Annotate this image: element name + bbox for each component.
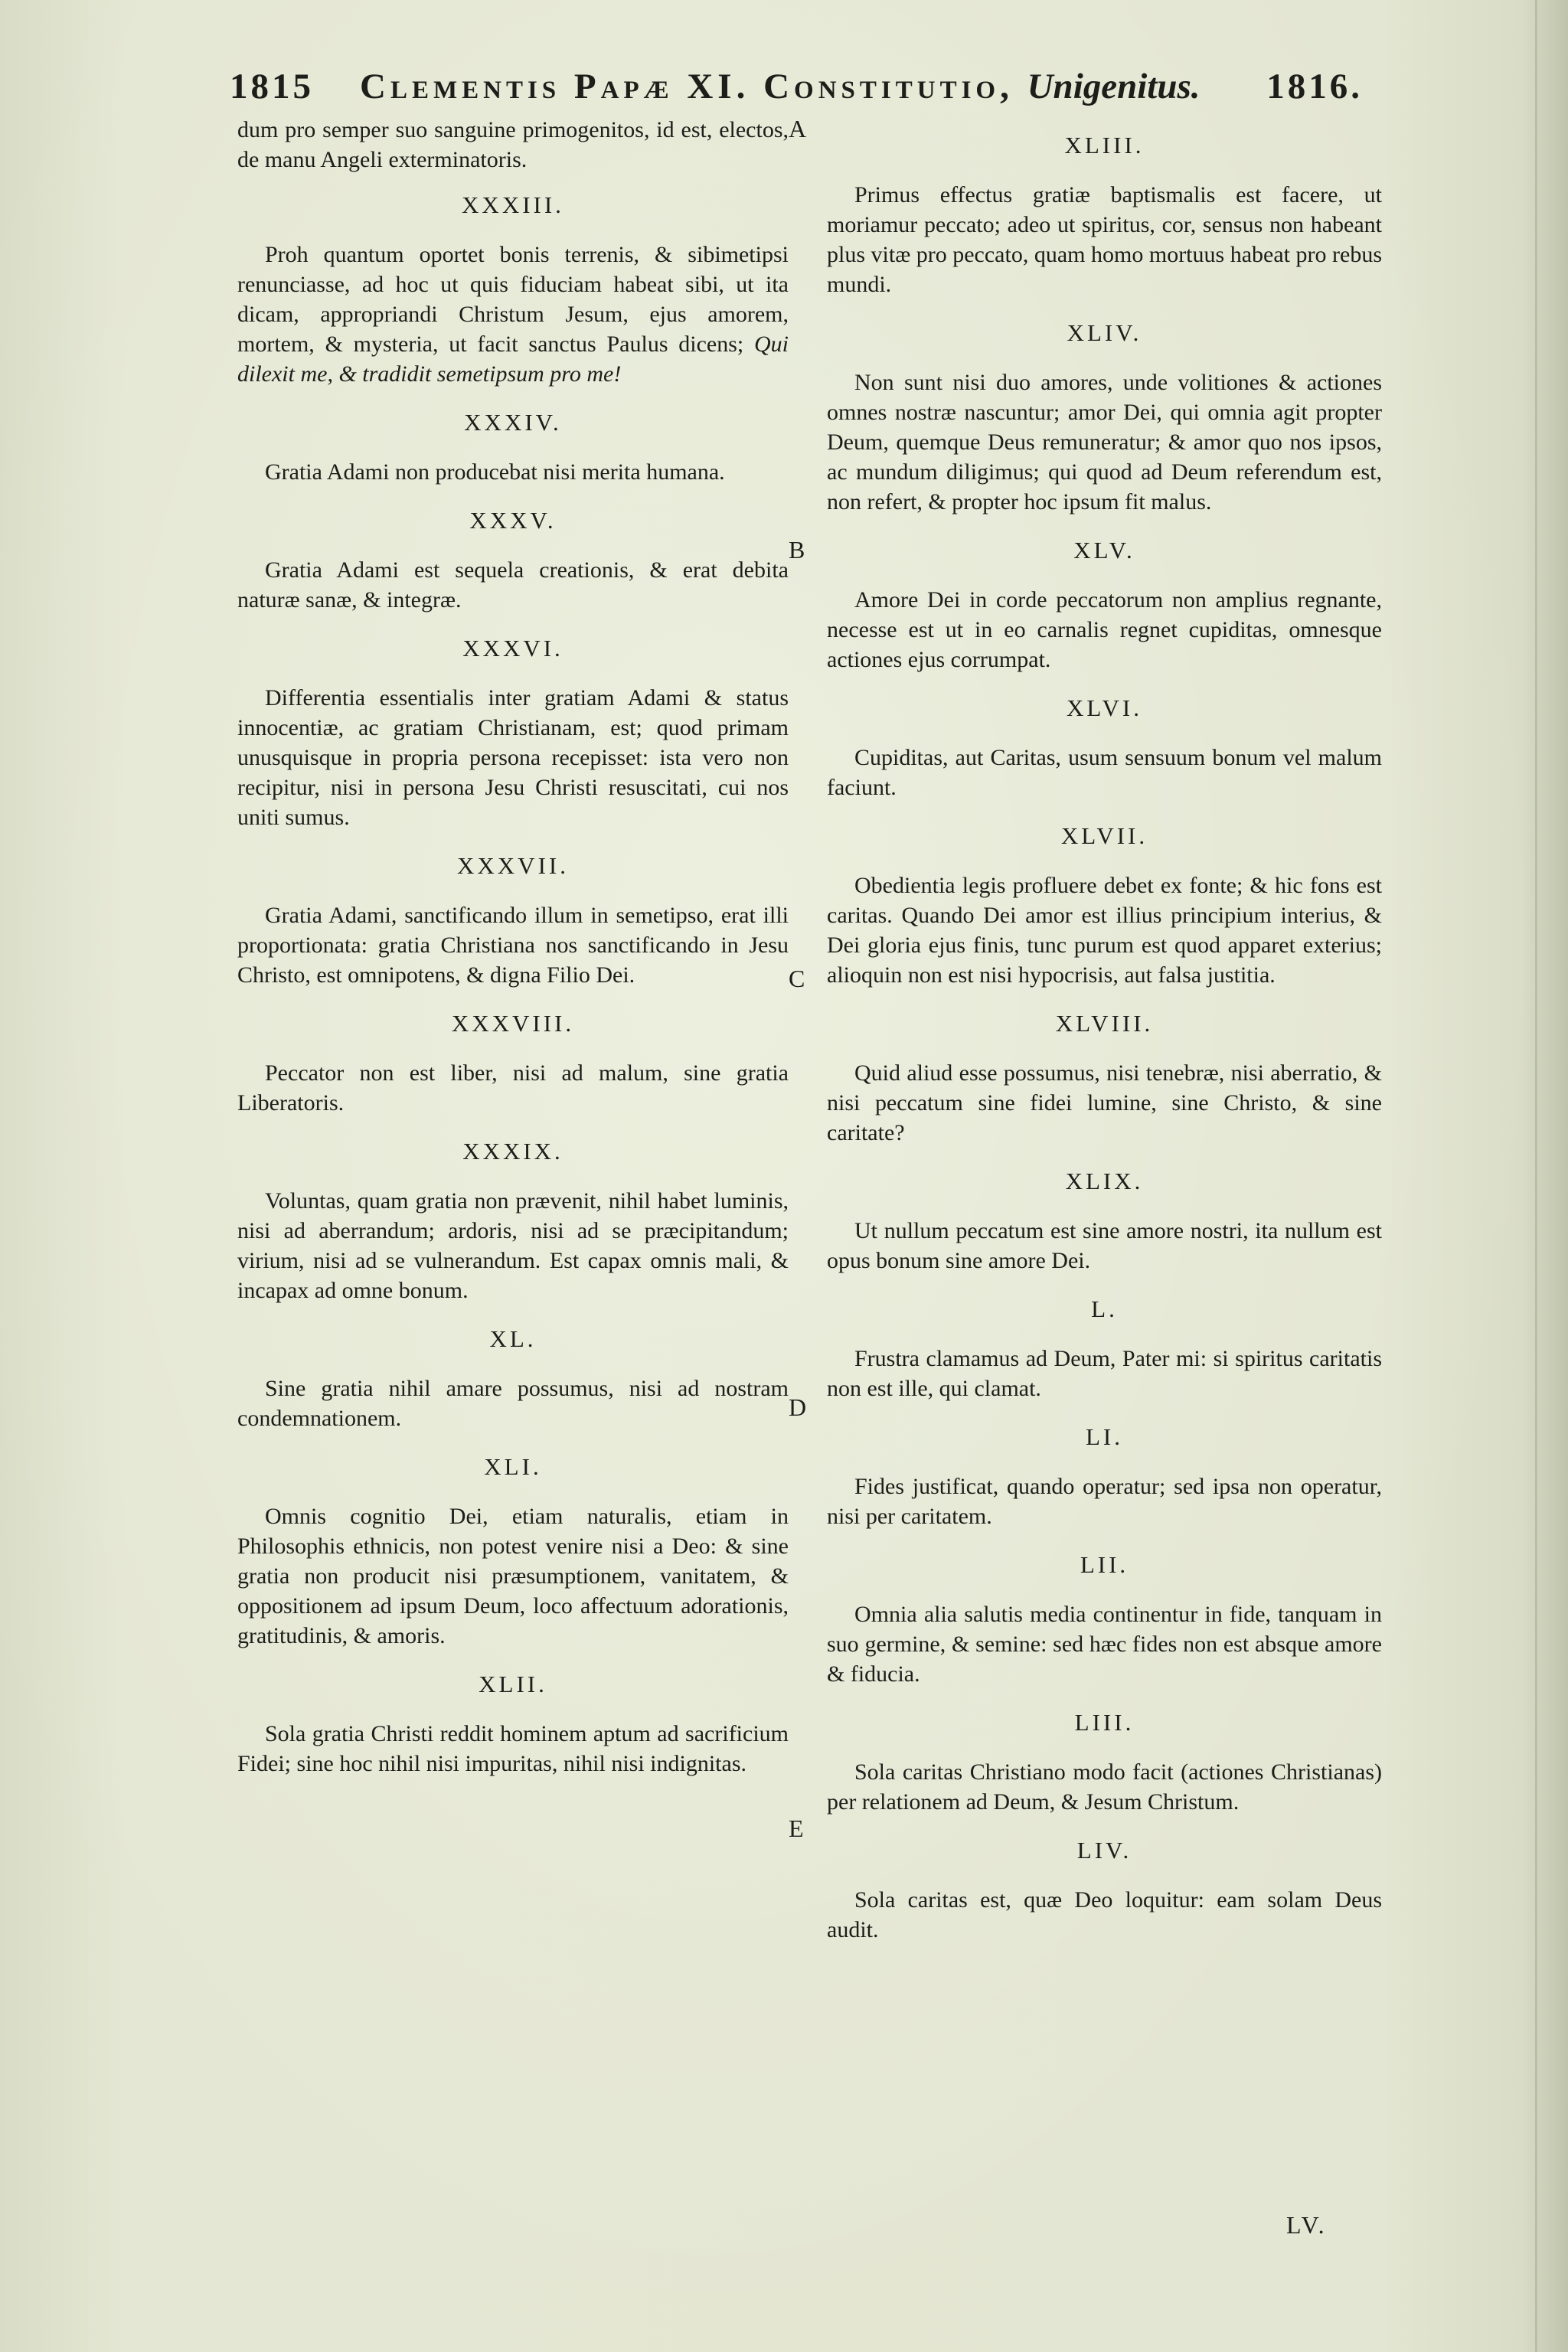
article-text: Sine gratia nihil amare possumus, nisi ad nostram condemnationem. [237, 1376, 789, 1431]
margin-letter-a: A [789, 115, 807, 142]
article-xlvi [827, 693, 1382, 802]
article-text: Amore Dei in corde peccatorum non amplius regnante, necesse est ut in eo carnalis regnet cupiditas, omnesque actiones ejus corrumpat. [827, 587, 1382, 672]
article-xlvii [827, 821, 1382, 990]
article-heading: LI. [1085, 1423, 1123, 1450]
right-column [827, 115, 1382, 1963]
article-text: Peccator non est liber, nisi ad malum, sine gratia Liberatoris. [237, 1060, 789, 1116]
article-text: Primus effectus gratiæ baptismalis est facere, ut moriamur peccato; adeo ut spiritus, cor, sensus non habeant plus vitæ pro peccato, quam homo mortuus habeat pro rebus mundi. [827, 182, 1382, 297]
article-text: Ut nullum peccatum est sine amore nostri, ita nullum est opus bonum sine amore Dei. [827, 1218, 1382, 1273]
left-column-number: 1815 [230, 67, 314, 106]
article-heading: XLVII. [1060, 822, 1148, 849]
running-head [230, 66, 1363, 112]
article-text-italic: Qui dilexit me, & tradidit semetipsum pro me! [237, 332, 789, 387]
article-xlix [827, 1166, 1382, 1276]
article-heading: XLV. [1073, 537, 1135, 564]
article-text: Frustra clamamus ad Deum, Pater mi: si spiritus caritatis non est ille, qui clamat. [827, 1346, 1382, 1401]
article-text: Differentia essentialis inter gratiam Adami & status innocentiæ, ac gratiam Christianam, est; quod primam unusquisque in propria persona recepisset: ista vero non recipitur, nisi in persona Jesu Christi resuscitati, cui nos uniti sumus. [237, 685, 789, 830]
article-lv-heading: LV. [1286, 2211, 1327, 2239]
article-heading: XLIV. [1067, 319, 1142, 346]
article-xliv [827, 318, 1382, 517]
article-xliii [827, 130, 1382, 299]
running-title [360, 66, 1200, 107]
right-column-number: 1816. [1266, 67, 1363, 106]
article-text: Quid aliud esse possumus, nisi tenebræ, nisi aberratio, & nisi peccatum sine fidei lumine, sine Christo, & sine caritate? [827, 1060, 1382, 1145]
left-column [237, 115, 789, 1797]
article-heading: XL. [489, 1325, 537, 1352]
article-heading: XLIII. [1064, 132, 1145, 158]
article-heading: XXXVI. [462, 635, 564, 662]
article-xli [237, 1452, 789, 1651]
article-heading: LII. [1080, 1551, 1129, 1578]
article-li [827, 1422, 1382, 1531]
article-xlv [827, 535, 1382, 675]
article-text: Omnia alia salutis media continentur in fide, tanquam in suo germine, & semine: sed hæc fides non est absque amore & fiducia. [827, 1602, 1382, 1687]
article-text: Gratia Adami non producebat nisi merita humana. [265, 459, 725, 485]
margin-letter-d: D [789, 1393, 807, 1421]
article-l [827, 1294, 1382, 1403]
article-text: Obedientia legis profluere debet ex fonte; & hic fons est caritas. Quando Dei amor est illius principium interius, & Dei gloria ejus finis, tunc purum est quod apparet exterius; alioquin non est nisi hypocrisis, aut falsa justitia. [827, 873, 1382, 988]
article-heading: XXXVIII. [451, 1010, 575, 1037]
article-text: Sola gratia Christi reddit hominem aptum ad sacrificium Fidei; sine hoc nihil nisi impuritas, nihil nisi indignitas. [237, 1721, 789, 1776]
article-text: Fides justificat, quando operatur; sed ipsa non operatur, nisi per caritatem. [827, 1474, 1382, 1529]
article-heading: LIII. [1074, 1709, 1135, 1736]
article-heading: XXXIX. [462, 1138, 564, 1165]
margin-letter-e: E [789, 1815, 804, 1842]
opening-paragraph: dum pro semper suo sanguine primogenitos, id est, electos, de manu Angeli exterminatoris. [237, 117, 789, 172]
article-liv [827, 1835, 1382, 1945]
page-fold-line [1535, 0, 1537, 2352]
article-xl [237, 1324, 789, 1433]
article-xxxix [237, 1136, 789, 1305]
article-heading: XXXIII. [462, 191, 564, 218]
article-heading: XLIX. [1065, 1168, 1144, 1194]
article-text: Cupiditas, aut Caritas, usum sensuum bonum vel malum faciunt. [827, 745, 1382, 800]
article-xlii [237, 1669, 789, 1779]
margin-letter-c: C [789, 965, 805, 992]
running-title-italic: Unigenitus. [1027, 67, 1200, 106]
article-liii [827, 1707, 1382, 1817]
article-xxxiv [237, 407, 789, 487]
article-lii [827, 1550, 1382, 1689]
margin-letter-b: B [789, 536, 805, 564]
article-heading: XLVI. [1067, 694, 1142, 721]
running-title-text: Clementis Papæ XI. Constitutio, [360, 67, 1014, 106]
article-heading: L. [1091, 1295, 1118, 1322]
article-xxxv [237, 505, 789, 615]
article-heading: XXXVII. [457, 852, 569, 879]
binding-shadow [1522, 0, 1568, 2352]
article-heading: LIV. [1076, 1837, 1132, 1864]
article-text: Sola caritas Christiano modo facit (actiones Christianas) per relationem ad Deum, & Jesum Christum. [827, 1759, 1382, 1815]
article-heading: XXXV. [469, 507, 557, 534]
article-heading: XXXIV. [464, 409, 562, 436]
article-text: Non sunt nisi duo amores, unde volitiones & actiones omnes nostræ nascuntur; amor Dei, qui omnia agit propter Deum, quemque Deus remuneratur; & amor quo nos ipsos, ac mundum diligimus; qui quod ad Deum referendum est, non refert, & propter hoc ipsum fit malus. [827, 370, 1382, 514]
article-text: Voluntas, quam gratia non prævenit, nihil habet luminis, nisi ad aberrandum; ardoris, nisi ad se præcipitandum; virium, nisi ad se vulnerandum. Est capax omnis mali, & incapax ad omne bonum. [237, 1188, 789, 1303]
article-heading: XLII. [479, 1671, 547, 1697]
article-xxxvii [237, 851, 789, 990]
article-text: Sola caritas est, quæ Deo loquitur: eam solam Deus audit. [827, 1887, 1382, 1942]
article-text-roman: Proh quantum oportet bonis terrenis, & sibimetipsi renunciasse, ad hoc ut quis fiduciam habeat sibi, ut ita dicam, appropriandi Christum Jesum, ejus amorem, mortem, & mysteria, ut facit sanctus Paulus dicens; [237, 242, 789, 357]
article-heading: XLVIII. [1055, 1010, 1154, 1037]
article-xxxviii [237, 1008, 789, 1118]
article-text: Gratia Adami est sequela creationis, & erat debita naturæ sanæ, & integræ. [237, 557, 789, 612]
article-xxxvi [237, 633, 789, 832]
article-heading: XLI. [484, 1453, 542, 1480]
article-xxxiii [237, 190, 789, 389]
article-text [237, 240, 789, 389]
article-xlviii [827, 1008, 1382, 1148]
article-text: Omnis cognitio Dei, etiam naturalis, etiam in Philosophis ethnicis, non potest venire nisi a Deo: & sine gratia non producit nisi præsumptionem, vanitatem, & oppositionem ad ipsum Deum, loco affectuum adorationis, gratitudinis, & amoris. [237, 1504, 789, 1648]
article-text: Gratia Adami, sanctificando illum in semetipso, erat illi proportionata: gratia Christiana nos sanctificando in Jesu Christo, est omnipotens, & digna Filio Dei. [237, 903, 789, 988]
